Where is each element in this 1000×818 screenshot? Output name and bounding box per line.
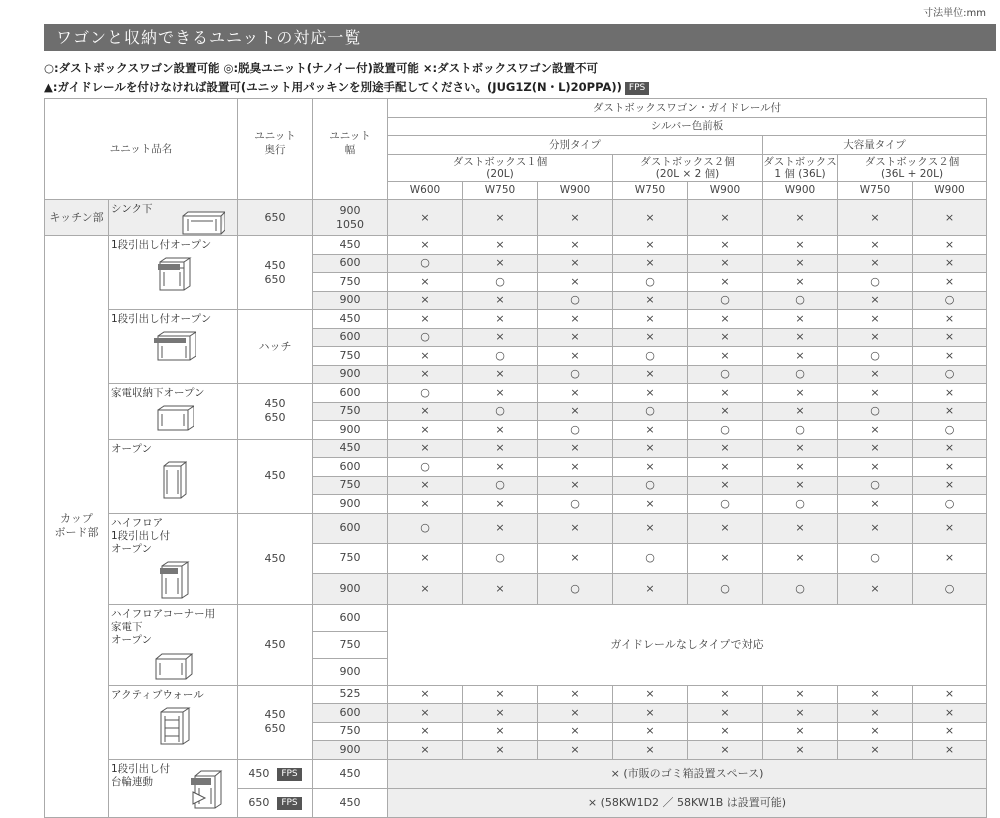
value-cell: × [838,328,913,347]
header-large: 大容量タイプ [763,136,987,155]
value-cell: × [763,254,838,273]
header-unit-depth: ユニット 奥行 [238,99,313,200]
value-cell: × [913,476,987,495]
header-unit-name: ユニット品名 [45,99,238,200]
value-cell: ○ [688,291,763,310]
value-cell: × [463,704,538,723]
unit-name-cell [109,685,238,759]
corner-unit-icon [111,651,237,685]
value-cell: × [463,200,538,236]
table-row [45,513,987,543]
value-cell: × [538,347,613,366]
unit-width: 450 [313,310,388,329]
fps-badge: FPS [277,797,301,810]
unit-width: 450 [313,788,388,817]
unit-width: 600 [313,384,388,403]
value-cell: × [538,328,613,347]
value-cell: × [388,310,463,329]
header-separate: 分別タイプ [388,136,763,155]
value-cell: × [388,685,463,704]
value-cell: ○ [388,384,463,403]
value-cell: × [688,458,763,477]
value-cell: × [613,741,688,760]
value-cell: × [613,722,688,741]
unit-name-cell [109,236,238,310]
value-cell: × [538,439,613,458]
unit-depth: 450 [238,513,313,604]
value-cell: × [463,741,538,760]
value-cell: ○ [538,291,613,310]
header-col-3: W750 [613,181,688,200]
unit-name-cell [109,384,238,440]
value-cell: × [763,704,838,723]
value-cell: × [613,439,688,458]
corner-message: ガイドレールなしタイプで対応 [388,604,987,685]
value-cell: × [388,543,463,573]
value-cell: × [388,574,463,604]
value-cell: × [688,200,763,236]
value-cell: × [538,741,613,760]
value-cell: × [463,513,538,543]
value-cell: × [763,273,838,292]
table-row [45,685,987,704]
unit-name-cell [109,759,238,817]
value-cell: ○ [538,421,613,440]
value-cell: × [913,458,987,477]
value-cell: ○ [613,347,688,366]
value-cell: × [913,543,987,573]
value-cell: × [913,685,987,704]
header-db2: ダストボックス２個 (20L × 2 個) [613,154,763,181]
value-cell: × [763,458,838,477]
value-cell: × [538,458,613,477]
table-row [45,604,987,631]
drawer-open-unit-icon [111,256,237,296]
value-cell: × [838,291,913,310]
value-cell: × [913,273,987,292]
sink-unit-icon [179,210,225,240]
value-cell: ○ [613,476,688,495]
hatch-drawer-unit-icon [111,330,237,366]
value-cell: ○ [763,495,838,514]
header-db1: ダストボックス１個 (20L) [388,154,613,181]
value-cell: × [388,236,463,255]
header-db2l: ダストボックス２個 (36L + 20L) [838,154,987,181]
value-cell: × [688,722,763,741]
unit-name: 1段引出し付オープン [111,239,212,251]
value-cell: × [763,236,838,255]
unit-width: 600 [313,604,388,631]
caster-depth [238,788,313,817]
value-cell: ○ [838,273,913,292]
unit-width: 750 [313,722,388,741]
value-cell: × [763,439,838,458]
value-cell: ○ [688,574,763,604]
value-cell: × [388,273,463,292]
value-cell: × [688,347,763,366]
value-cell: × [388,291,463,310]
value-cell: × [838,741,913,760]
value-cell: × [688,236,763,255]
value-cell: × [763,685,838,704]
unit-name: アクティブウォール [111,688,204,701]
fps-badge: FPS [625,82,649,95]
value-cell: × [763,402,838,421]
value-cell: ○ [538,365,613,384]
table-row [45,310,987,329]
value-cell: × [388,476,463,495]
value-cell: × [688,685,763,704]
header-unit-width: ユニット 幅 [313,99,388,200]
value-cell: × [538,402,613,421]
value-cell: × [763,347,838,366]
value-cell: × [913,402,987,421]
value-cell: × [613,365,688,384]
value-cell: ○ [613,543,688,573]
unit-name-cell [109,513,238,604]
value-cell: ○ [463,402,538,421]
unit-width: 750 [313,476,388,495]
value-cell: × [613,458,688,477]
value-cell: × [688,513,763,543]
value-cell: × [838,574,913,604]
value-cell: × [838,254,913,273]
value-cell: × [463,291,538,310]
value-cell: × [913,513,987,543]
caster-depth-value: 450 [248,766,270,780]
value-cell: × [388,421,463,440]
kitchen-width: 900 1050 [313,200,388,236]
appliance-open-unit-icon [111,404,237,436]
value-cell: ○ [763,291,838,310]
value-cell: × [613,200,688,236]
value-cell: × [613,574,688,604]
value-cell: ○ [913,574,987,604]
unit-width: 600 [313,328,388,347]
value-cell: × [538,310,613,329]
value-cell: × [838,365,913,384]
highfloor-drawer-unit-icon [111,560,237,604]
header-row-1 [45,99,987,118]
unit-name: 1段引出し付 台輪連動 [111,762,171,788]
header-col-1: W750 [463,181,538,200]
value-cell: × [463,722,538,741]
value-cell: × [838,310,913,329]
value-cell: × [763,328,838,347]
value-cell: × [388,347,463,366]
value-cell: × [688,741,763,760]
value-cell: × [613,495,688,514]
value-cell: × [613,704,688,723]
unit-name-cell [109,200,238,236]
value-cell: × [538,200,613,236]
unit-name: 家電収納下オープン [111,387,205,399]
value-cell: ○ [763,421,838,440]
unit-width: 600 [313,513,388,543]
value-cell: × [688,439,763,458]
unit-name: 1段引出し付オープン [111,313,212,325]
value-cell: × [688,402,763,421]
unit-name-cell [109,439,238,513]
value-cell: × [538,543,613,573]
unit-width: 450 [313,236,388,255]
unit-width: 900 [313,365,388,384]
value-cell: × [538,254,613,273]
value-cell: × [688,273,763,292]
caster-drawer-unit-icon [189,768,223,816]
caster-depth [238,759,313,788]
value-cell: ○ [838,476,913,495]
value-cell: × [463,328,538,347]
unit-depth: 450 [238,439,313,513]
value-cell: × [688,543,763,573]
value-cell: ○ [388,458,463,477]
value-cell: ○ [538,495,613,514]
page-title: ワゴンと収納できるユニットの対応一覧 [44,24,996,51]
value-cell: × [613,685,688,704]
unit-width: 900 [313,741,388,760]
value-cell: × [763,722,838,741]
unit-depth: 450 650 [238,384,313,440]
value-cell: × [913,347,987,366]
value-cell: × [838,421,913,440]
value-cell: ○ [688,421,763,440]
value-cell: × [538,704,613,723]
value-cell: × [463,236,538,255]
header-wagon: ダストボックスワゴン・ガイドレール付 [388,99,987,118]
active-wall-unit-icon [111,706,237,750]
value-cell: × [838,236,913,255]
value-cell: × [913,439,987,458]
table-row [45,439,987,458]
value-cell: × [763,476,838,495]
kitchen-depth: 650 [238,200,313,236]
value-cell: × [463,574,538,604]
value-cell: × [913,328,987,347]
unit-width: 450 [313,439,388,458]
value-cell: × [463,384,538,403]
value-cell: ○ [838,543,913,573]
value-cell: × [463,685,538,704]
value-cell: × [538,513,613,543]
unit-name: ハイフロア 1段引出し付 オープン [111,516,171,555]
value-cell: ○ [688,365,763,384]
unit-name: オープン [111,442,153,455]
header-col-4: W900 [688,181,763,200]
value-cell: ○ [763,574,838,604]
legend-line-2-text: ▲:ガイドレールを付けなければ設置可(ユニット用パッキンを別途手配してください。(JUG1Z(N・L)20PPA)) [44,80,622,94]
value-cell: ○ [838,402,913,421]
section-cupboard: カップ ボード部 [45,236,109,818]
value-cell: ○ [913,291,987,310]
legend-line-1: ○:ダストボックスワゴン設置可能 ◎:脱臭ユニット(ナノイー付)設置可能 ×:ダストボックスワゴン設置不可 [44,61,598,75]
value-cell: ○ [463,347,538,366]
value-cell: ○ [463,543,538,573]
value-cell: × [838,200,913,236]
unit-name-cell [109,604,238,685]
value-cell: × [613,384,688,403]
unit-depth: 450 650 [238,236,313,310]
value-cell: × [538,476,613,495]
value-cell: ○ [838,347,913,366]
value-cell: × [838,384,913,403]
value-cell: × [613,310,688,329]
value-cell: × [763,741,838,760]
value-cell: × [838,439,913,458]
caster-depth-value: 650 [248,795,270,809]
value-cell: × [388,365,463,384]
unit-depth: ハッチ [238,310,313,384]
value-cell: × [463,365,538,384]
unit-width: 750 [313,543,388,573]
value-cell: ○ [388,254,463,273]
value-cell: × [388,402,463,421]
value-cell: × [763,200,838,236]
value-cell: × [463,495,538,514]
value-cell: ○ [463,273,538,292]
unit-width: 900 [313,658,388,685]
value-cell: × [688,328,763,347]
unit-name: シンク下 [111,203,153,215]
value-cell: ○ [763,365,838,384]
value-cell: × [913,200,987,236]
value-cell: ○ [388,328,463,347]
value-cell: × [688,704,763,723]
value-cell: ○ [388,513,463,543]
header-col-2: W900 [538,181,613,200]
value-cell: × [688,384,763,403]
section-kitchen: キッチン部 [45,200,109,236]
value-cell: ○ [613,273,688,292]
value-cell: × [913,254,987,273]
value-cell: × [913,310,987,329]
value-cell: × [913,384,987,403]
value-cell: × [613,291,688,310]
caster-message: × (58KW1D2 ／ 58KW1B は設置可能) [388,788,987,817]
value-cell: × [538,685,613,704]
value-cell: × [538,384,613,403]
value-cell: × [613,421,688,440]
value-cell: ○ [538,574,613,604]
value-cell: × [838,495,913,514]
value-cell: ○ [688,495,763,514]
value-cell: × [538,273,613,292]
unit-width: 750 [313,402,388,421]
unit-depth: 450 650 [238,685,313,759]
value-cell: × [688,310,763,329]
header-col-0: W600 [388,181,463,200]
unit-width: 750 [313,631,388,658]
value-cell: × [613,254,688,273]
value-cell: × [388,495,463,514]
value-cell: × [388,439,463,458]
value-cell: × [463,254,538,273]
value-cell: × [913,236,987,255]
value-cell: × [688,476,763,495]
unit-width: 900 [313,421,388,440]
value-cell: × [763,310,838,329]
unit-width: 750 [313,273,388,292]
value-cell: ○ [913,365,987,384]
unit-note: 寸法単位:mm [923,8,986,19]
value-cell: × [388,722,463,741]
unit-width: 900 [313,291,388,310]
unit-name: ハイフロアコーナー用 家電下 オープン [111,607,216,646]
value-cell: × [838,458,913,477]
value-cell: ○ [613,402,688,421]
value-cell: × [463,421,538,440]
value-cell: × [613,328,688,347]
value-cell: × [913,741,987,760]
fps-badge: FPS [277,768,301,781]
value-cell: × [613,513,688,543]
value-cell: × [688,254,763,273]
value-cell: ○ [913,421,987,440]
unit-width: 600 [313,458,388,477]
value-cell: × [913,722,987,741]
value-cell: × [388,704,463,723]
value-cell: × [763,543,838,573]
value-cell: × [463,458,538,477]
unit-width: 525 [313,685,388,704]
legend-line-2 [44,79,649,95]
header-col-5: W900 [763,181,838,200]
value-cell: × [763,384,838,403]
unit-width: 600 [313,254,388,273]
value-cell: × [463,310,538,329]
header-col-6: W750 [838,181,913,200]
unit-width: 600 [313,704,388,723]
value-cell: × [838,704,913,723]
value-cell: × [388,200,463,236]
value-cell: × [913,704,987,723]
value-cell: × [613,236,688,255]
value-cell: × [388,741,463,760]
value-cell: × [763,513,838,543]
caster-message: × (市販のゴミ箱設置スペース) [388,759,987,788]
value-cell: × [838,685,913,704]
value-cell: × [538,722,613,741]
unit-width: 450 [313,759,388,788]
table-row [45,759,987,788]
value-cell: × [463,439,538,458]
compatibility-table [44,98,987,818]
header-col-7: W900 [913,181,987,200]
value-cell: × [838,722,913,741]
unit-width: 900 [313,495,388,514]
header-silver: シルバー色前板 [388,117,987,136]
open-unit-icon [111,460,237,504]
value-cell: ○ [463,476,538,495]
kitchen-row [45,200,987,236]
value-cell: × [838,513,913,543]
unit-depth: 450 [238,604,313,685]
unit-width: 900 [313,574,388,604]
header-db36: ダストボックス 1 個 (36L) [763,155,837,180]
unit-width: 750 [313,347,388,366]
value-cell: ○ [913,495,987,514]
value-cell: × [538,236,613,255]
unit-name-cell [109,310,238,384]
table-row [45,384,987,403]
